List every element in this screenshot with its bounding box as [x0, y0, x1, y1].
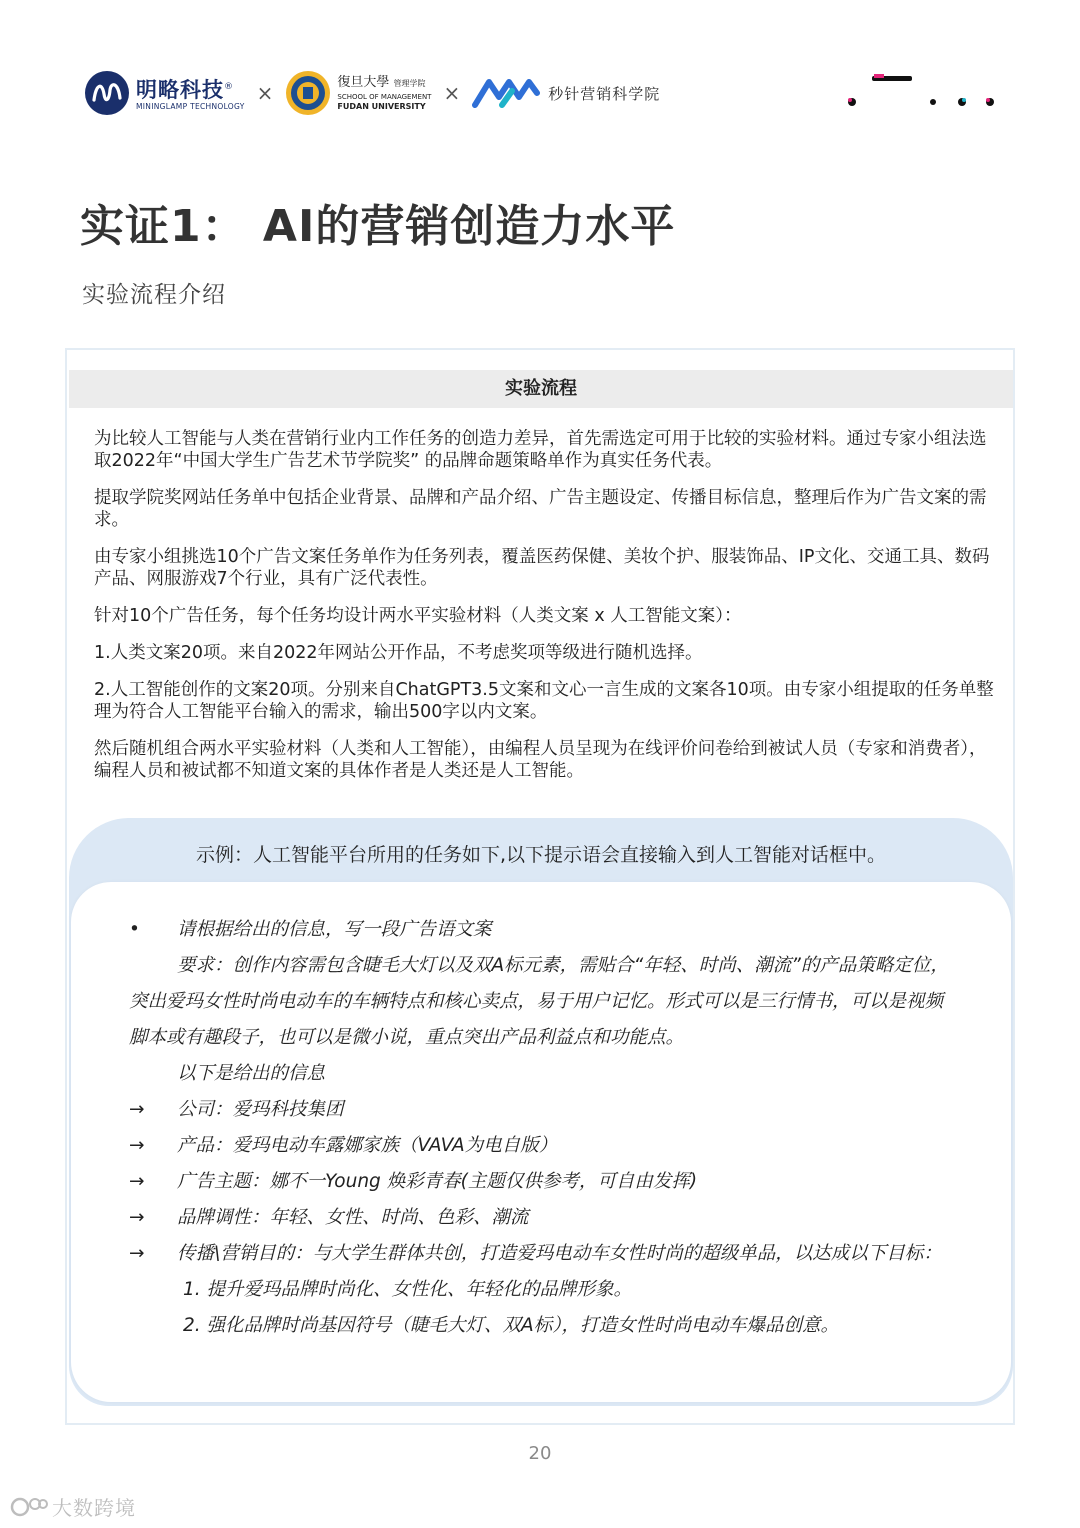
- miaozhen-logo: [472, 77, 660, 109]
- paragraph: 然后随机组合两水平实验材料（人类和人工智能），由编程人员呈现为在线评价问卷给到被试人员（专家和消费者），编程人员和被试都不知道文案的具体作者是人类还是人工智能。: [94, 739, 987, 781]
- info-item-text: 广告主题：娜不一Young 焕彩青春(主题仅供参考，可自由发挥): [177, 1171, 698, 1192]
- requirement-body: 要求：创作内容需包含睫毛大灯以及双A标元素，需贴合“年轻、时尚、潮流”的产品策略定位，突出爱玛女性时尚电动车的车辆特点和核心卖点，易于用户记忆。形式可以是三行情书，可以是视频脚本或有趣段子，也可以是微小说，重点突出产品利益点和功能点。: [129, 955, 949, 1048]
- fudan-dept: 管理学院: [393, 78, 426, 88]
- mininglamp-mark-icon: [82, 70, 132, 116]
- fudan-cn-name: 復旦大學: [337, 74, 390, 90]
- fudan-logo: [285, 70, 431, 116]
- paragraph: 1.人类文案20项。来自2022年网站公开作品，不考虑奖项等级进行随机选择。: [94, 643, 703, 663]
- example-caption: 示例：人工智能平台所用的任务如下,以下提示语会直接输入到人工智能对话框中。: [195, 844, 887, 866]
- prompt-line: [129, 912, 949, 948]
- arrow-right-icon: →: [129, 1135, 145, 1156]
- fudan-seal-icon: [285, 70, 331, 116]
- mininglamp-en: MININGLAMP TECHNOLOGY: [136, 101, 245, 111]
- watermark: [10, 1492, 136, 1521]
- requirement-text: [129, 948, 949, 1056]
- paragraph: 提取学院奖网站任务单中包括企业背景、品牌和产品介绍、广告主题设定、传播目标信息，整理后作为广告文案的需求。: [94, 488, 987, 530]
- arrow-right-icon: →: [129, 1207, 145, 1228]
- info-item: [129, 1200, 949, 1236]
- times-separator: ×: [443, 81, 461, 105]
- example-prompt-card: [71, 882, 1011, 1402]
- info-item: [129, 1128, 949, 1164]
- paragraph: 针对10个广告任务，每个任务均设计两水平实验材料（人类文案 x 人工智能文案）：: [94, 606, 742, 626]
- info-item-text: 公司：爱玛科技集团: [177, 1099, 344, 1120]
- goal-item: 2. 强化品牌时尚基因符号（睫毛大灯、双A标），打造女性时尚电动车爆品创意。: [183, 1315, 839, 1336]
- registered-mark: ®: [224, 81, 234, 92]
- watermark-logo-icon: [10, 1495, 48, 1519]
- paragraph: 由专家小组挑选10个广告文案任务单作为任务列表，覆盖医药保健、美妆个护、服装饰品、IP文化、交通工具、数码产品、网服游戏7个行业，具有广泛代表性。: [94, 547, 990, 589]
- info-intro: 以下是给出的信息: [177, 1063, 326, 1084]
- prompt-content: [129, 912, 949, 1344]
- fudan-en-school: SCHOOL OF MANAGEMENT: [337, 92, 432, 101]
- example-box: [69, 818, 1013, 1406]
- mininglamp-logo: [82, 70, 245, 116]
- info-intro-line: [129, 1056, 949, 1092]
- mininglamp-name: 明略科技: [136, 77, 224, 102]
- miaozhen-mark-icon: [472, 77, 540, 109]
- info-item-text: 产品：爱玛电动车露娜家族（VAVA为电自版）: [177, 1135, 558, 1156]
- partner-logos: [82, 68, 660, 118]
- arrow-right-icon: →: [129, 1099, 145, 1120]
- paragraph: 为比较人工智能与人类在营销行业内工作任务的创造力差异，首先需选定可用于比较的实验材料。通过专家小组法选取2022年“中国大学生广告艺术节学院奖” 的品牌命题策略单作为真实任务代表。: [94, 429, 987, 471]
- prompt-text: 请根据给出的信息，写一段广告语文案: [177, 919, 492, 940]
- miaozhen-name: 秒针营销科学院: [548, 84, 661, 103]
- info-item-text: 品牌调性：年轻、女性、时尚、色彩、潮流: [177, 1207, 529, 1228]
- decorative-dots: [840, 70, 1005, 112]
- info-item-text: 传播\营销目的：与大学生群体共创，打造爱玛电动车女性时尚的超级单品，以达成以下目标：: [177, 1243, 942, 1264]
- page-title: 实证1： AI的营销创造力水平: [80, 201, 676, 252]
- arrow-right-icon: →: [129, 1243, 145, 1264]
- page-subtitle: 实验流程介绍: [82, 282, 226, 308]
- info-item: [129, 1236, 949, 1272]
- experiment-panel: [65, 348, 1015, 1425]
- experiment-paragraphs: [94, 428, 994, 797]
- goal-item: 1. 提升爱玛品牌时尚化、女性化、年轻化的品牌形象。: [183, 1279, 633, 1300]
- info-item: [129, 1092, 949, 1128]
- bullet-icon: •: [129, 919, 140, 940]
- page-number: 20: [528, 1443, 552, 1464]
- watermark-text: 大数跨境: [52, 1496, 136, 1520]
- info-item: [129, 1164, 949, 1200]
- paragraph: 2.人工智能创作的文案20项。分别来自ChatGPT3.5文案和文心一言生成的文案各10项。由专家小组提取的任务单整理为符合人工智能平台输入的需求，输出500字以内文案。: [94, 680, 994, 722]
- arrow-right-icon: →: [129, 1171, 145, 1192]
- panel-heading: 实验流程: [69, 370, 1013, 408]
- times-separator: ×: [256, 81, 274, 105]
- fudan-en-university: FUDAN UNIVERSITY: [337, 101, 426, 111]
